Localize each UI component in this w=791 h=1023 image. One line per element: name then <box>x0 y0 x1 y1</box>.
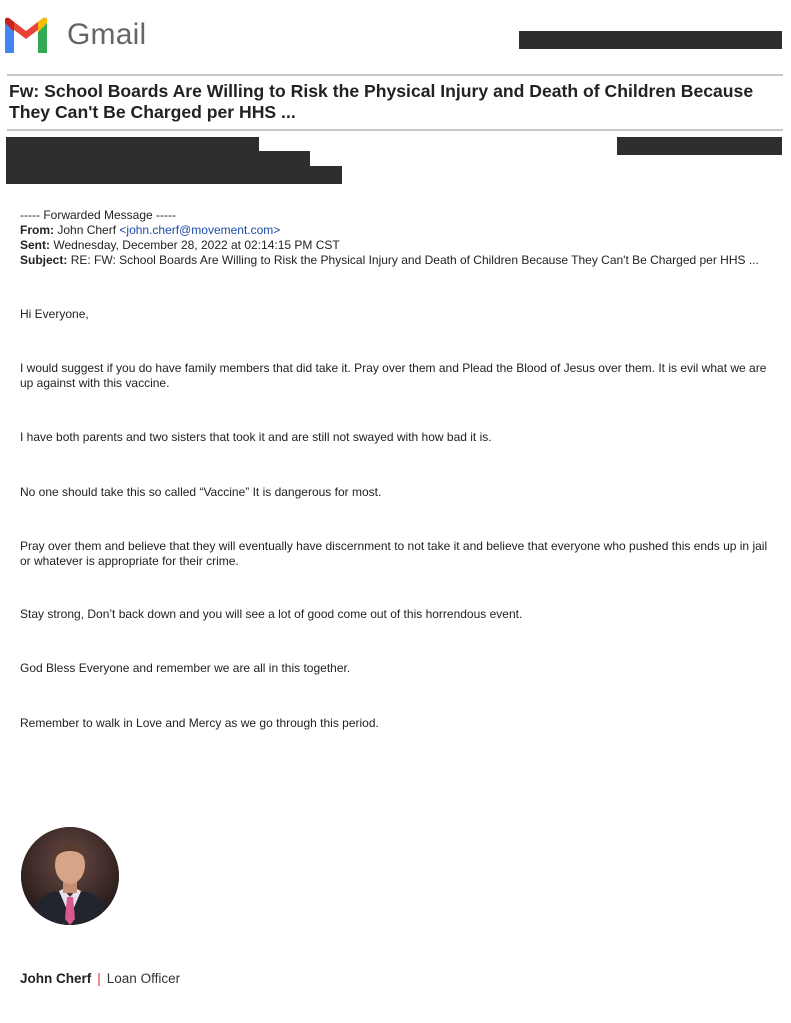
redacted-date <box>617 137 782 155</box>
body-paragraph: Pray over them and believe that they will eventually have discernment to not take it and believe that everyone who pushed this ends up in jail or whatever is appropriate for their crime. <box>20 539 768 568</box>
body-paragraph: Stay strong, Don’t back down and you will see a lot of good come out of this horrendous event. <box>20 607 523 621</box>
body-paragraph: God Bless Everyone and remember we are all in this together. <box>20 661 351 675</box>
subject-line <box>20 253 765 268</box>
from-name: John Cherf <box>57 223 117 237</box>
body-paragraph-greeting: Hi Everyone, <box>20 307 89 321</box>
body-paragraph: No one should take this so called “Vaccine” It is dangerous for most. <box>20 485 382 499</box>
avatar-photo <box>21 827 119 925</box>
gmail-wordmark: Gmail <box>67 18 147 51</box>
body-paragraph: I have both parents and two sisters that took it and are still not swayed with how bad it is. <box>20 430 492 444</box>
body-paragraph: Remember to walk in Love and Mercy as we go through this period. <box>20 716 379 730</box>
email-signature <box>20 971 180 986</box>
subject-label: Subject: <box>20 253 68 267</box>
redacted-recipients-2 <box>6 166 342 184</box>
forwarded-marker: ----- Forwarded Message ----- <box>20 208 177 222</box>
sent-line <box>20 238 765 253</box>
sent-value: Wednesday, December 28, 2022 at 02:14:15 PM CST <box>53 238 340 252</box>
from-line <box>20 223 765 238</box>
avatar <box>21 827 119 925</box>
signature-separator: | <box>97 971 101 986</box>
redacted-account-email <box>519 31 782 49</box>
redacted-recipients-1 <box>6 151 310 167</box>
email-subject-title: Fw: School Boards Are Willing to Risk the Physical Injury and Death of Children Because They Can't Be Charged per HHS ... <box>9 81 754 122</box>
top-divider <box>7 74 783 76</box>
signature-name: John Cherf <box>20 971 92 986</box>
forwarded-header <box>20 208 765 268</box>
from-email-link[interactable]: <john.cherf@movement.com> <box>119 223 281 237</box>
signature-title: Loan Officer <box>106 971 181 986</box>
subject-value: RE: FW: School Boards Are Willing to Risk the Physical Injury and Death of Children Because They Can't Be Charged per HHS ... <box>70 253 759 267</box>
sent-label: Sent: <box>20 238 50 252</box>
gmail-m-icon <box>3 17 49 55</box>
from-label: From: <box>20 223 54 237</box>
body-paragraph: I would suggest if you do have family members that did take it. Pray over them and Plead the Blood of Jesus over them. It is evil what we are up against with this vaccine. <box>20 361 767 390</box>
subject-divider <box>7 129 783 131</box>
